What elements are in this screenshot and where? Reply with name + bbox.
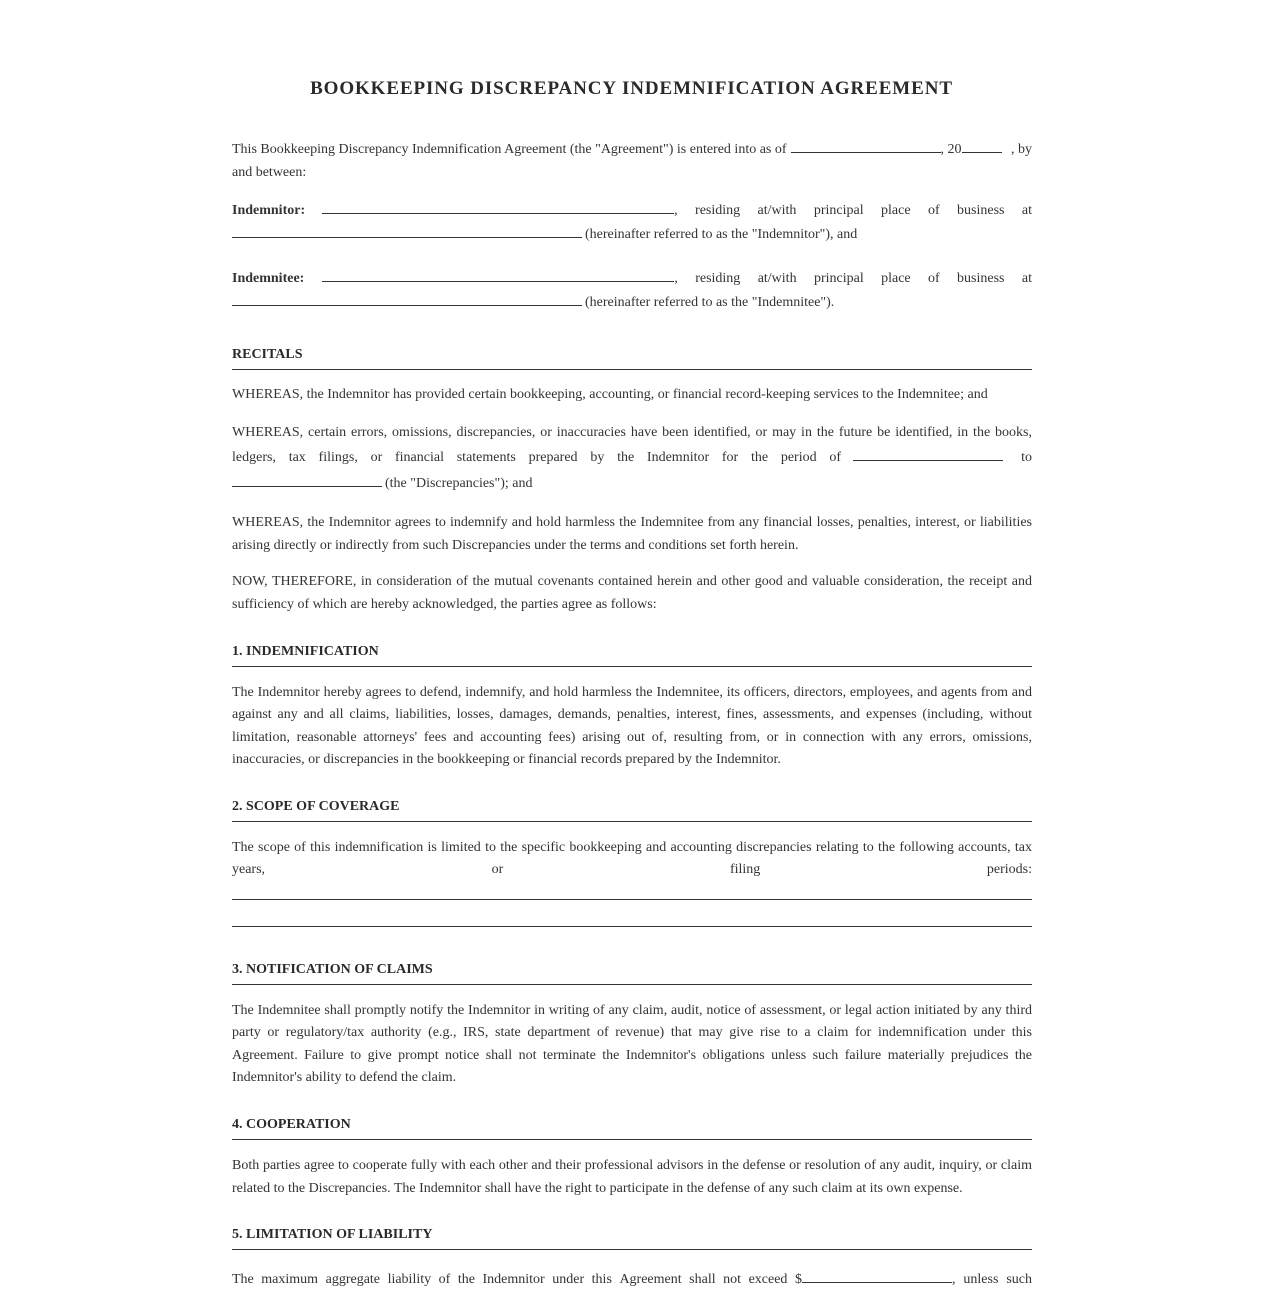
recital-2-line-1: WHEREAS, certain errors, omissions, discrepancies, or inaccuracies have been identified, or may in the future be identified, in the books, <box>232 425 1032 440</box>
section-2-line-1: The scope of this indemnification is limited to the specific bookkeeping and accounting discrepancies relating to the following accounts, tax <box>232 840 1032 855</box>
indemnitee-block <box>232 271 1032 311</box>
section-5-heading: 5. LIMITATION OF LIABILITY <box>232 1227 1032 1250</box>
scope-blank-1[interactable] <box>232 899 1032 900</box>
recital-2-to: to <box>1021 449 1032 465</box>
indemnitor-address-blank[interactable] <box>232 236 582 238</box>
document-title: BOOKKEEPING DISCREPANCY INDEMNIFICATION AGREEMENT <box>310 78 953 99</box>
intro-paragraph <box>232 139 1032 184</box>
indemnitee-residing: , residing at/with principal place of business at <box>674 271 1032 286</box>
recital-2 <box>232 422 1032 497</box>
recital-4: NOW, THEREFORE, in consideration of the mutual covenants contained herein and other good and valuable consideration, the receipt and sufficiency of which are hereby acknowledged, the parties agree as follows: <box>232 574 1032 612</box>
indemnitor-block <box>232 203 1032 243</box>
recital-1: WHEREAS, the Indemnitor has provided certain bookkeeping, accounting, or financial record-keeping services to the Indemnitee; and <box>232 387 988 402</box>
indemnitor-label: Indemnitor: <box>232 203 306 218</box>
section-5-text-b: , unless such <box>952 1272 1032 1287</box>
section-4-heading: 4. COOPERATION <box>232 1117 1032 1140</box>
section-5-text-a: The maximum aggregate liability of the Indemnitor under this Agreement shall not exceed $ <box>232 1272 802 1287</box>
section-1-text: The Indemnitor hereby agrees to defend, indemnify, and hold harmless the Indemnitee, its officers, directors, employees, and agents from and against any and all claims, liabilities, losses, damages, demands, penalties, interest, fines, assessments, and expenses (including, without limitation, reasonable attorneys' fees and accounting fees) arising out of, resulting from, or in connection with any errors, omissions, inaccuracies, or discrepancies in the bookkeeping or financial records prepared by the Indemnitor. <box>232 685 1032 767</box>
indemnitor-residing: , residing at/with principal place of business at <box>674 203 1032 218</box>
recital-3: WHEREAS, the Indemnitor agrees to indemnify and hold harmless the Indemnitee from any financial losses, penalties, interest, or liabilities arising directly or indirectly from such Discrepancies under the terms and conditions set forth herein. <box>232 515 1032 553</box>
indemnitee-suffix: (hereinafter referred to as the "Indemnitee"). <box>585 295 835 310</box>
section-4-text: Both parties agree to cooperate fully with each other and their professional advisors in the defense or resolution of any audit, inquiry, or claim related to the Discrepancies. The Indemnitor shall have the right to participate in the defense of any such claim at its own expense. <box>232 1158 1032 1196</box>
section-3-heading: 3. NOTIFICATION OF CLAIMS <box>232 962 1032 985</box>
date-blank[interactable] <box>791 151 941 153</box>
section-2-heading: 2. SCOPE OF COVERAGE <box>232 799 1032 822</box>
indemnitee-address-blank[interactable] <box>232 304 582 306</box>
section-2-line-2: years, or filing periods: <box>232 862 1032 877</box>
scope-blank-2[interactable] <box>232 926 1032 927</box>
liability-cap-blank[interactable] <box>802 1281 952 1283</box>
period-end-blank[interactable] <box>232 485 382 487</box>
intro-text: This Bookkeeping Discrepancy Indemnification Agreement (the "Agreement") is entered into as of <box>232 142 787 157</box>
section-1-heading: 1. INDEMNIFICATION <box>232 644 1032 667</box>
indemnitee-name-blank[interactable] <box>322 280 674 282</box>
recital-2-line-3: (the "Discrepancies"); and <box>385 475 533 491</box>
section-5-text <box>232 1269 1032 1292</box>
section-3-text: The Indemnitee shall promptly notify the Indemnitor in writing of any claim, audit, notice of assessment, or legal action initiated by any third party or regulatory/tax authority (e.g., IRS, state department of revenue) that may give rise to a claim for indemnification under this Agreement. Failure to give prompt notice shall not terminate the Indemnitor's obligations unless such failure materially prejudices the Indemnitor's ability to defend the claim. <box>232 1003 1032 1085</box>
intro-between: and between: <box>232 164 307 180</box>
year-blank[interactable] <box>962 151 1002 153</box>
recital-2-line-2: ledgers, tax filings, or financial statements prepared by the Indemnitor for the period of <box>232 449 842 465</box>
indemnitor-suffix: (hereinafter referred to as the "Indemnitor"), and <box>585 227 858 242</box>
period-start-blank[interactable] <box>853 459 1003 461</box>
recitals-heading: RECITALS <box>232 347 1032 370</box>
indemnitee-label: Indemnitee: <box>232 271 305 286</box>
indemnitor-name-blank[interactable] <box>322 212 674 214</box>
intro-year-prefix: , 20 <box>940 142 962 157</box>
intro-by: , by <box>1011 142 1032 157</box>
